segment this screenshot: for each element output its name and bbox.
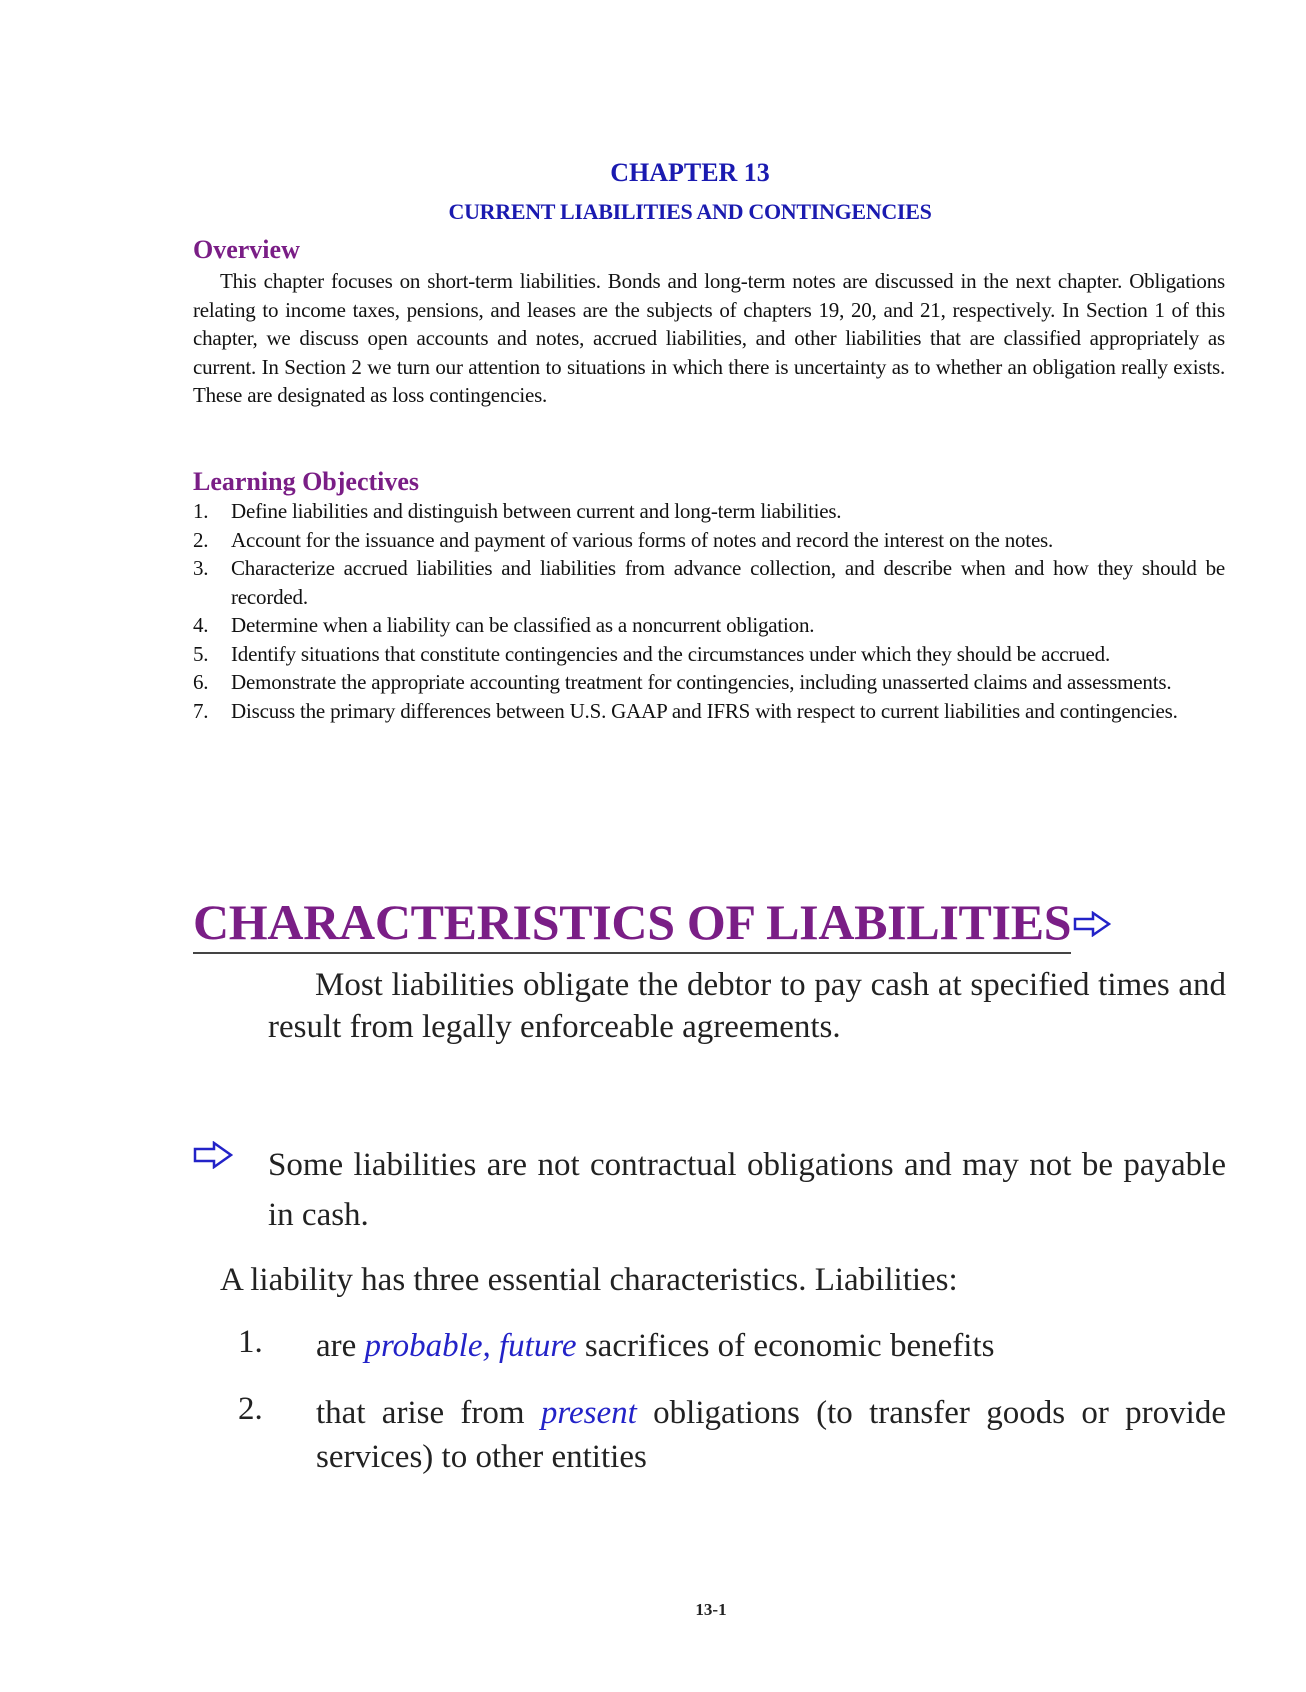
list-item-number: 3.	[193, 556, 209, 580]
right-arrow-outline-icon	[1073, 891, 1111, 949]
section-heading	[193, 893, 1111, 957]
section-heading-text: CHARACTERISTICS OF LIABILITIES	[193, 894, 1071, 954]
list-item-number: 6.	[193, 670, 209, 694]
list-item-text: Account for the issuance and payment of various forms of notes and record the interest on the notes.	[231, 527, 1054, 552]
learning-objectives-heading: Learning Objectives	[193, 467, 420, 496]
list-item-number: 5.	[193, 641, 209, 666]
list-item	[193, 640, 1225, 669]
list-item	[193, 497, 1225, 526]
bullet-paragraph: Some liabilities are not contractual obligations and may not be payable in cash.	[268, 1147, 1226, 1233]
list-item-text-part: sacrifices of economic benefits	[576, 1328, 995, 1364]
list-item-text	[316, 1324, 1226, 1368]
list-item-number: 2.	[238, 1391, 263, 1427]
list-item-text: Characterize accrued liabilities and liabilities from advance collection, and describe when and how they should be recorded.	[231, 556, 1225, 609]
list-item-text-part: are	[316, 1328, 365, 1364]
list-item-text	[316, 1391, 1226, 1479]
list-item-number: 1.	[193, 499, 209, 523]
emphasis-text: probable, future	[364, 1328, 577, 1364]
chapter-title: CHAPTER 13	[610, 158, 770, 187]
list-item	[193, 611, 1225, 640]
list-item-text: Demonstrate the appropriate accounting treatment for contingencies, including unasserted claims and assessments.	[231, 670, 1172, 694]
list-item	[193, 526, 1225, 555]
list-item-number: 7.	[193, 698, 209, 723]
list-item-text: Discuss the primary differences between U.S. GAAP and IFRS with respect to current liabilities and contingencies.	[231, 698, 1178, 723]
characteristics-intro: A liability has three essential characteristics. Liabilities:	[220, 1262, 958, 1298]
learning-objectives-list	[193, 497, 1225, 725]
list-item-number: 1.	[238, 1324, 263, 1360]
list-item-text-part: obligations (to transfer goods or provide services) to other entities	[316, 1395, 1226, 1475]
list-item-number: 2.	[193, 527, 209, 552]
intro-paragraph: Most liabilities obligate the debtor to pay cash at specified times and result from legally enforceable agreements.	[268, 967, 1226, 1045]
list-item	[193, 697, 1225, 726]
chapter-subtitle: CURRENT LIABILITIES AND CONTINGENCIES	[448, 199, 932, 224]
list-item	[193, 554, 1225, 611]
list-item-number: 4.	[193, 613, 209, 637]
right-arrow-outline-icon	[193, 1141, 233, 1174]
page-number: 13-1	[695, 1600, 727, 1619]
list-item	[193, 668, 1225, 697]
list-item-text: Define liabilities and distinguish between current and long-term liabilities.	[231, 499, 842, 523]
list-item-text: Determine when a liability can be classified as a noncurrent obligation.	[231, 613, 815, 637]
emphasis-text: present	[540, 1395, 637, 1431]
overview-paragraph: This chapter focuses on short-term liabilities. Bonds and long-term notes are discussed in the next chapter. Obligations relating to income taxes, pensions, and leases are the subjects of chapters 19, 20, and 21, respectively. In Section 1 of this chapter, we discuss open accounts and notes, accrued liabilities, and other liabilities that are classified appropriately as current. In Section 2 we turn our attention to situations in which there is uncertainty as to whether an obligation really exists. These are designated as loss contingencies.	[193, 269, 1225, 408]
list-item-text: Identify situations that constitute contingencies and the circumstances under which they should be accrued.	[231, 641, 1110, 666]
overview-heading: Overview	[193, 235, 300, 264]
list-item-text-part: that arise from	[316, 1395, 541, 1431]
